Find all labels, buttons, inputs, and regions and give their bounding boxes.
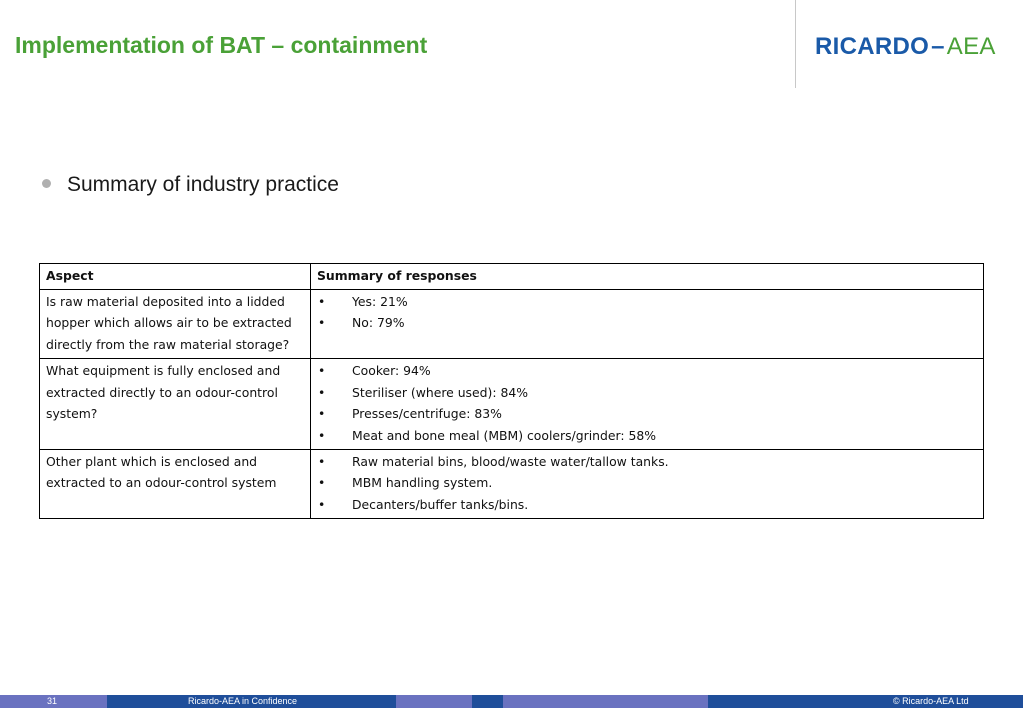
responses-list — [317, 451, 977, 516]
footer-segment — [708, 695, 1023, 708]
table-header-row — [40, 264, 984, 290]
response-item: • Raw material bins, blood/waste water/tallow tanks. — [317, 451, 977, 473]
footer-bar — [0, 695, 1023, 708]
table-row — [40, 358, 984, 449]
table-row — [40, 289, 984, 358]
aspect-cell: Is raw material deposited into a lidded hopper which allows air to be extracted directly from the raw material storage? — [40, 289, 311, 358]
responses-list — [317, 291, 977, 334]
aspect-cell: What equipment is fully enclosed and extracted directly to an odour-control system? — [40, 358, 311, 449]
footer-segment — [472, 695, 503, 708]
header-summary-of-responses: Summary of responses — [311, 264, 984, 290]
logo-text-ricardo: RICARDO — [815, 33, 930, 60]
header-divider — [795, 0, 796, 88]
aspect-cell: Other plant which is enclosed and extracted to an odour-control system — [40, 449, 311, 518]
copyright-label: © Ricardo-AEA Ltd — [893, 696, 969, 706]
ricardo-aea-logo — [815, 33, 996, 61]
response-item: • No: 79% — [317, 312, 977, 334]
response-item: • Cooker: 94% — [317, 360, 977, 382]
page-title: Implementation of BAT – containment — [15, 32, 428, 58]
responses-cell — [311, 358, 984, 449]
confidentiality-label: Ricardo-AEA in Confidence — [188, 696, 298, 706]
bullet-dot-icon — [42, 179, 51, 188]
summary-bullet — [42, 173, 339, 197]
footer-segment — [503, 695, 708, 708]
footer-segment — [396, 695, 472, 708]
response-item: • Decanters/buffer tanks/bins. — [317, 494, 977, 516]
logo-dash: – — [931, 33, 945, 60]
responses-cell — [311, 289, 984, 358]
summary-bullet-text: Summary of industry practice — [67, 173, 339, 196]
page-number: 31 — [47, 696, 58, 706]
response-item: • Presses/centrifuge: 83% — [317, 403, 977, 425]
practice-summary-table — [39, 263, 984, 519]
header-aspect: Aspect — [40, 264, 311, 290]
logo-text-aea: AEA — [946, 33, 996, 60]
response-item: • Yes: 21% — [317, 291, 977, 313]
response-item: • Meat and bone meal (MBM) coolers/grinder: 58% — [317, 425, 977, 447]
response-item: • Steriliser (where used): 84% — [317, 382, 977, 404]
response-item: • MBM handling system. — [317, 472, 977, 494]
responses-list — [317, 360, 977, 447]
table-row — [40, 449, 984, 518]
responses-cell — [311, 449, 984, 518]
